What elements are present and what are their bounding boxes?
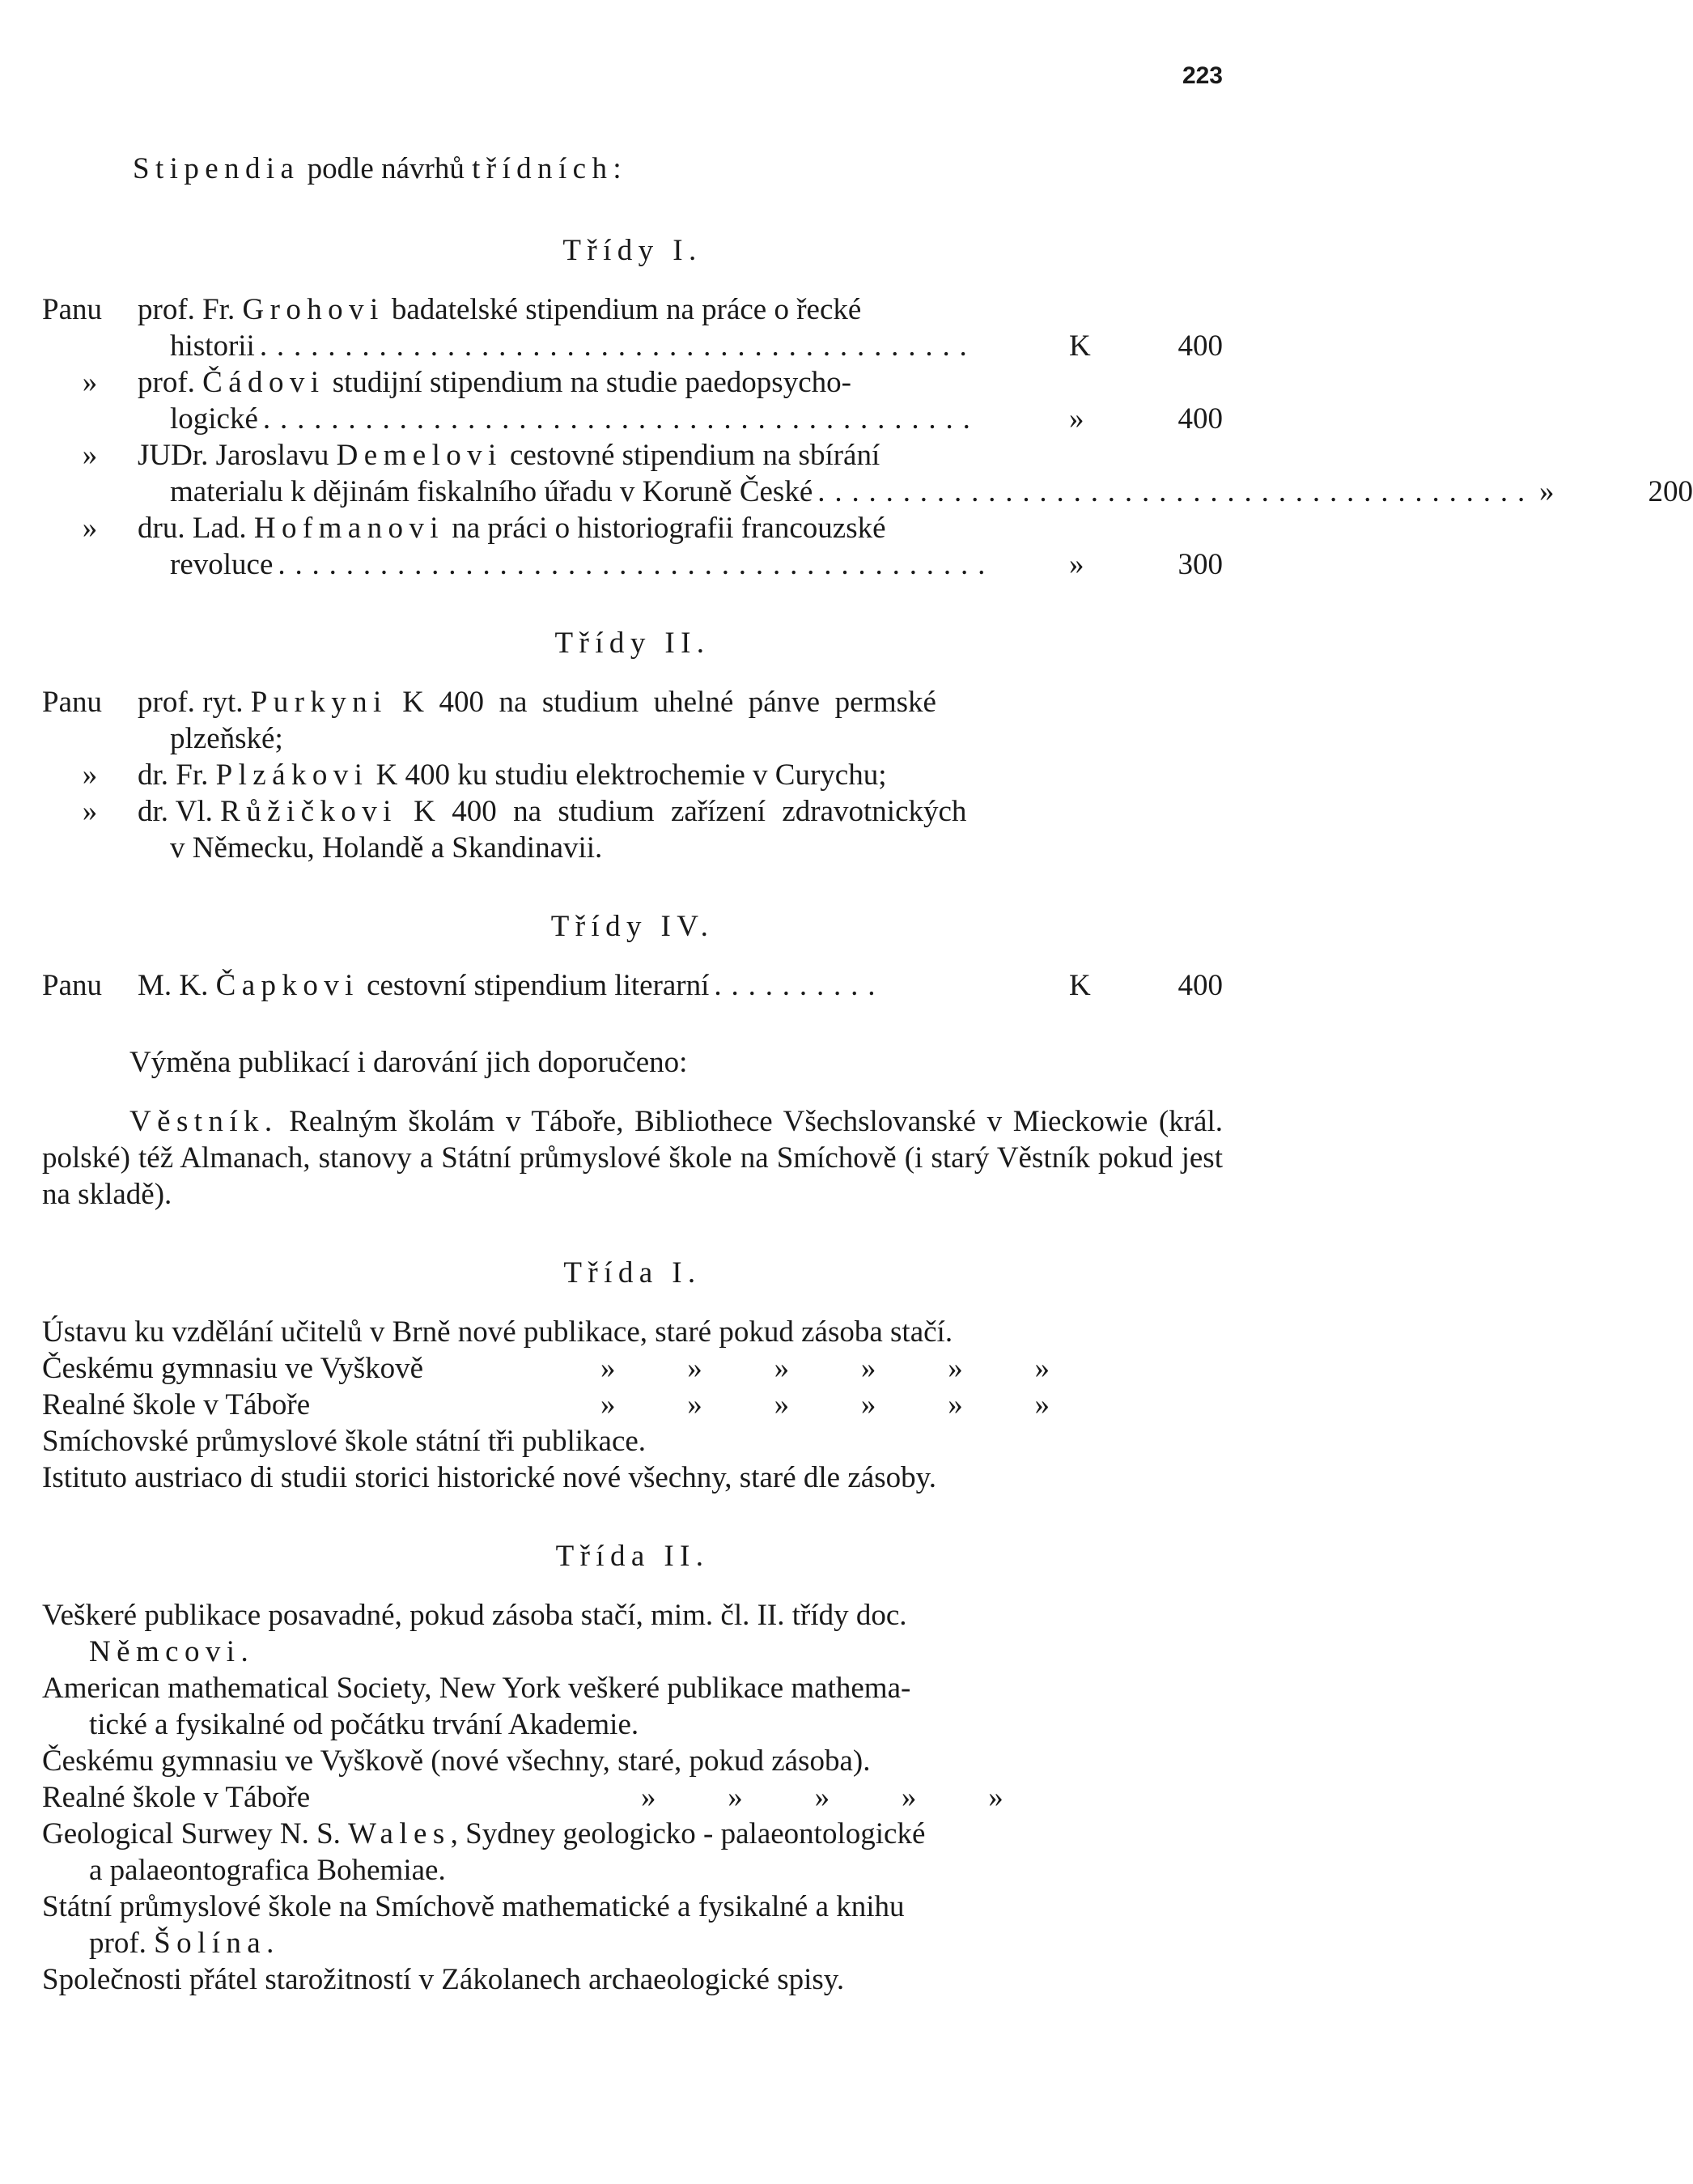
stipend-entry — [42, 684, 1223, 757]
ditto-marks: »»»»» — [641, 1781, 1076, 1814]
entry-continuation: plzeňské; — [170, 722, 283, 755]
entry-prefix: » — [82, 758, 98, 792]
entry-prefix: » — [82, 795, 98, 828]
entry-amount: 400 — [1177, 402, 1223, 436]
leader-dots: .......... — [714, 969, 885, 1002]
heading-part-4: : — [613, 152, 622, 185]
list-item: Veškeré publikace posavadné, pokud zásoba stačí, mim. čl. II. třídy doc. Němcovi. — [42, 1599, 907, 1668]
entry-currency: » — [1069, 548, 1084, 581]
entry-text: prof. Čádovi studijní stipendium na studie paedopsycho- — [138, 366, 851, 399]
list-item: American mathematical Society, New York veškeré publikace mathema- tické a fysikalné od počátku trvání Akademie. — [42, 1672, 911, 1741]
entry-currency: » — [1069, 402, 1084, 436]
entry-text: prof. Fr. Grohovi badatelské stipendium na práce o řecké — [138, 293, 862, 326]
vestnik-text: Realným školám v Táboře, Bibliothece Všechslovanské v Mieckowie (král. polské) též Almanach, stanovy a Státní průmyslové škole na Smíchově (i starý Věstník pokud jest na skladě). — [42, 1105, 1223, 1211]
entry-text: M. K. Čapkovi cestovní stipendium literarní — [138, 969, 710, 1002]
stipend-entry — [42, 793, 1223, 866]
entry-text: JUDr. Jaroslavu Demelovi cestovné stipendium na sbírání — [138, 439, 880, 472]
entry-prefix: Panu — [42, 293, 102, 326]
vestnik-label: Věstník. — [129, 1105, 278, 1138]
list-item: Českému gymnasiu ve Vyškově (nové všechny, staré, pokud zásoba). — [42, 1744, 871, 1778]
page-heading — [133, 148, 1223, 190]
ditto-marks: »»»»»» — [600, 1352, 1122, 1385]
list-item: Geological Surwey N. S. Wales, Sydney geologicko - palaeontologické a palaeontografica Bohemiae. — [42, 1817, 926, 1887]
entry-continuation: historii — [170, 329, 255, 363]
entry-text: dr. Vl. Růžičkovi K 400 na studium zařízení zdravotnických — [138, 795, 967, 828]
entry-continuation: v Německu, Holandě a Skandinavii. — [170, 831, 603, 865]
entry-amount: 300 — [1177, 548, 1223, 581]
entry-prefix: » — [82, 439, 98, 472]
section-title-tridy-1: Třídy I. — [562, 234, 702, 267]
list-item: Istituto austriaco di studii storici historické nové všechny, staré dle zásoby. — [42, 1461, 936, 1494]
list-item: Realné škole v Táboře »»»»»» — [42, 1388, 1122, 1421]
stipend-entry — [42, 967, 1223, 1004]
entry-text: prof. ryt. Purkyni K 400 na studium uhelné pánve permské — [138, 686, 936, 719]
heading-part-3: třídních — [472, 152, 613, 185]
list-item: Českému gymnasiu ve Vyškově »»»»»» — [42, 1352, 1122, 1385]
entry-continuation: materialu k dějinám fiskalního úřadu v Koruně České — [170, 475, 813, 508]
list-item: Ústavu ku vzdělání učitelů v Brně nové publikace, staré pokud zásoba stačí. — [42, 1315, 953, 1349]
entry-amount: 200 — [1648, 475, 1693, 508]
heading-part-1: Stipendia — [133, 152, 300, 185]
ditto-marks: »»»»»» — [600, 1388, 1122, 1421]
list-item: Realné škole v Táboře »»»»» — [42, 1781, 1076, 1814]
entry-prefix: Panu — [42, 686, 102, 719]
exchange-list-2 — [42, 1597, 1223, 1998]
exchange-intro: Výměna publikací i darování jich doporučeno: — [129, 1046, 688, 1079]
entry-text: dru. Lad. Hofmanovi na práci o historiografii francouzské — [138, 512, 886, 545]
stipend-entry — [42, 510, 1223, 583]
list-item: Státní průmyslové škole na Smíchově mathematické a fysikalné a knihu prof. Šolína. — [42, 1890, 905, 1960]
leader-dots: .......................................... — [278, 548, 995, 581]
leader-dots: .......................................... — [259, 329, 977, 363]
entry-amount: 400 — [1177, 329, 1223, 363]
heading-part-2: podle návrhů — [299, 152, 473, 185]
section-title-trida-1: Třída I. — [563, 1256, 702, 1290]
entry-prefix: » — [82, 366, 98, 399]
entry-prefix: Panu — [42, 969, 102, 1002]
entry-continuation: logické — [170, 402, 258, 436]
stipend-entry — [42, 364, 1223, 437]
stipend-entry — [42, 437, 1693, 510]
exchange-list-1 — [42, 1314, 1223, 1496]
entry-amount: 400 — [1177, 969, 1223, 1002]
entry-currency: » — [1539, 475, 1555, 508]
stipend-entry — [42, 757, 1223, 793]
entry-currency: K — [1069, 329, 1091, 363]
entry-text: dr. Fr. Plzákovi K 400 ku studiu elektrochemie v Curychu; — [138, 758, 887, 792]
entry-continuation: revoluce — [170, 548, 274, 581]
leader-dots: .......................................... — [817, 475, 1535, 508]
page-number: 223 — [1182, 62, 1223, 89]
entry-prefix: » — [82, 512, 98, 545]
vestnik-paragraph — [42, 1103, 1223, 1213]
section-title-trida-2: Třída II. — [555, 1540, 710, 1573]
leader-dots: .......................................... — [262, 402, 980, 436]
section-title-tridy-4: Třídy IV. — [550, 910, 715, 943]
entry-currency: K — [1069, 969, 1091, 1002]
stipend-entry — [42, 291, 1223, 364]
section-title-tridy-2: Třídy II. — [554, 627, 711, 660]
list-item: Smíchovské průmyslové škole státní tři publikace. — [42, 1425, 647, 1458]
list-item: Společnosti přátel starožitností v Zákolanech archaeologické spisy. — [42, 1963, 845, 1996]
